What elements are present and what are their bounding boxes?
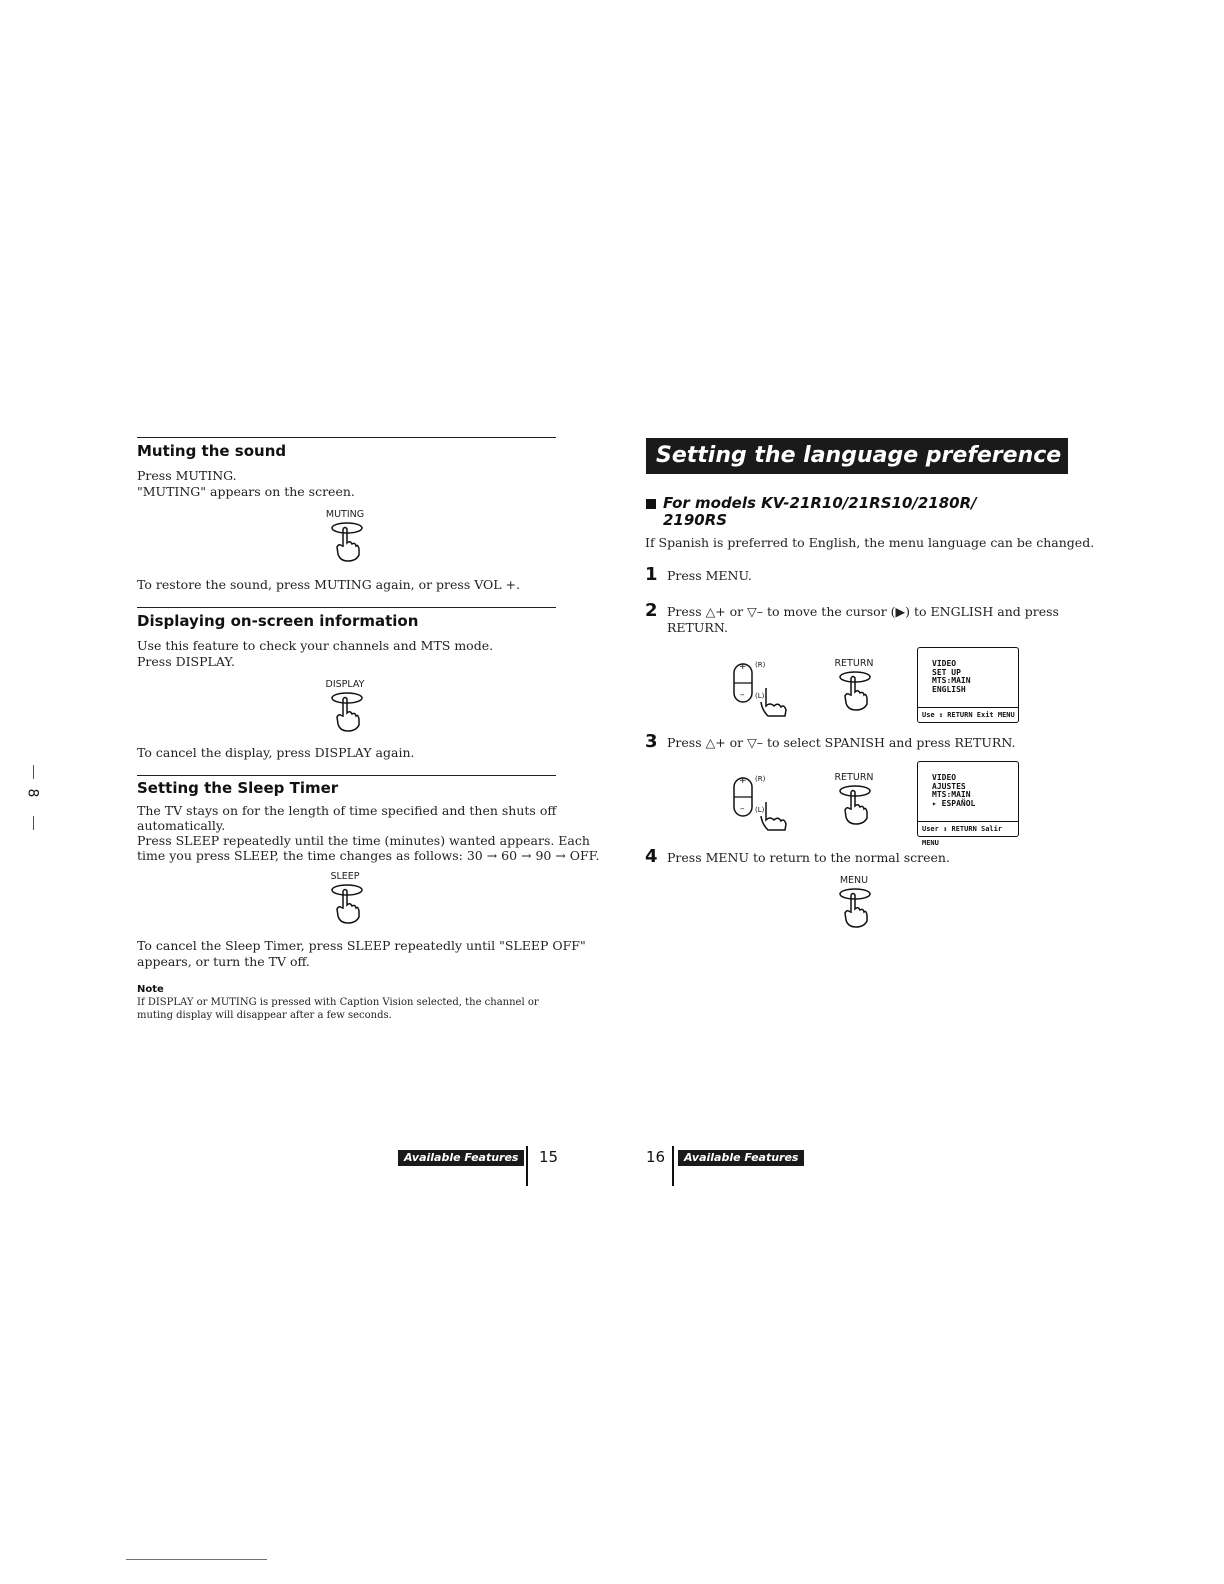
sleep-text-3: Press SLEEP repeatedly until the time (minutes) wanted appears. Each	[137, 833, 590, 848]
rocker-plus: +	[739, 662, 747, 672]
rocker-l-label: (L)	[755, 692, 765, 700]
osd-line: MTS:MAIN	[932, 790, 971, 799]
bullet-square	[646, 499, 656, 509]
footer-tab-left: Available Features	[398, 1150, 524, 1166]
footer-divider	[526, 1146, 528, 1186]
display-text-1: Use this feature to check your channels and MTS mode.	[137, 638, 494, 653]
sleep-text-1: The TV stays on for the length of time specified and then shuts off	[137, 803, 557, 818]
osd-status-bar: User ↕ RETURN Salir MENU	[918, 821, 1018, 836]
hand-press-icon	[838, 784, 872, 826]
sleep-after-1: To cancel the Sleep Timer, press SLEEP repeatedly until "SLEEP OFF"	[137, 938, 586, 953]
muting-after: To restore the sound, press MUTING again, or press VOL +.	[137, 577, 520, 592]
section-rule	[137, 775, 556, 776]
menu-screen-spanish	[917, 761, 1019, 847]
muting-text-1: Press MUTING.	[137, 468, 237, 483]
step-1-text: Press MENU.	[667, 568, 752, 583]
footer-tab-right: Available Features	[678, 1150, 804, 1166]
margin-tick	[33, 765, 34, 779]
return-button-label: RETURN	[834, 658, 874, 669]
rocker-minus: –	[740, 690, 745, 700]
menu-button-label: MENU	[839, 875, 869, 886]
hand-press-icon	[330, 691, 364, 733]
note-text-1: If DISPLAY or MUTING is pressed with Caption Vision selected, the channel or	[137, 997, 539, 1008]
sleep-after-2: appears, or turn the TV off.	[137, 954, 310, 969]
step-4-number: 4	[645, 846, 658, 867]
osd-line: SET UP	[932, 667, 961, 677]
rocker-minus: –	[740, 804, 745, 814]
intro-text: If Spanish is preferred to English, the menu language can be changed.	[645, 535, 1095, 550]
step-3-text: Press △+ or ▽– to select SPANISH and press RETURN.	[667, 735, 1016, 750]
section-rule	[137, 437, 556, 438]
page-number-left: 15	[539, 1148, 559, 1166]
models-subhead-2: 2190RS	[663, 511, 728, 529]
muting-text-2: "MUTING" appears on the screen.	[137, 484, 355, 499]
sleep-text-2: automatically.	[137, 818, 226, 833]
osd-status-bar: Use ↕ RETURN Exit MENU	[918, 707, 1018, 722]
hand-press-icon	[838, 670, 872, 712]
step-3-number: 3	[645, 731, 658, 752]
section-banner: Setting the language preference	[646, 438, 1068, 474]
sleep-heading: Setting the Sleep Timer	[137, 779, 339, 797]
margin-mark: 8	[24, 788, 41, 798]
muting-heading: Muting the sound	[137, 442, 287, 460]
hand-press-icon	[330, 883, 364, 925]
hand-press-icon	[330, 521, 364, 563]
hand-press-icon	[838, 887, 872, 929]
models-subhead-1: For models KV-21R10/21RS10/2180R/	[663, 494, 977, 512]
margin-tick	[33, 816, 34, 830]
note-text-2: muting display will disappear after a few seconds.	[137, 1010, 392, 1021]
osd-line: VIDEO	[932, 773, 957, 782]
rocker-r-label: (R)	[755, 661, 766, 669]
display-after: To cancel the display, press DISPLAY again.	[137, 745, 415, 760]
sleep-button-label: SLEEP	[330, 871, 360, 882]
menu-screen-english	[917, 647, 1019, 723]
sleep-text-4: time you press SLEEP, the time changes as follows: 30 → 60 → 90 → OFF.	[137, 848, 600, 863]
display-button-label: DISPLAY	[325, 679, 365, 690]
page-number-right: 16	[646, 1148, 666, 1166]
step-1-number: 1	[645, 564, 658, 585]
step-2-text-1: Press △+ or ▽– to move the cursor (▶) to ENGLISH and press	[667, 604, 1059, 619]
step-2-text-2: RETURN.	[667, 620, 728, 635]
osd-line: ENGLISH	[932, 684, 966, 694]
footer-divider	[672, 1146, 674, 1186]
step-4-text: Press MENU to return to the normal screen.	[667, 850, 950, 865]
muting-button-label: MUTING	[325, 509, 365, 520]
step-2-number: 2	[645, 600, 658, 621]
rocker-l-label: (L)	[755, 806, 765, 814]
section-rule	[137, 607, 556, 608]
rocker-plus: +	[739, 776, 747, 786]
display-text-2: Press DISPLAY.	[137, 654, 235, 669]
osd-line: VIDEO	[932, 659, 957, 668]
rocker-r-label: (R)	[755, 775, 766, 783]
osd-line: MTS:MAIN	[932, 676, 971, 685]
return-button-label: RETURN	[834, 772, 874, 783]
osd-line: ▸ ESPAÑOL	[932, 798, 976, 808]
osd-line: AJUSTES	[932, 781, 966, 791]
link-underline	[126, 1559, 267, 1560]
display-heading: Displaying on-screen information	[137, 612, 419, 630]
note-title: Note	[137, 984, 164, 995]
